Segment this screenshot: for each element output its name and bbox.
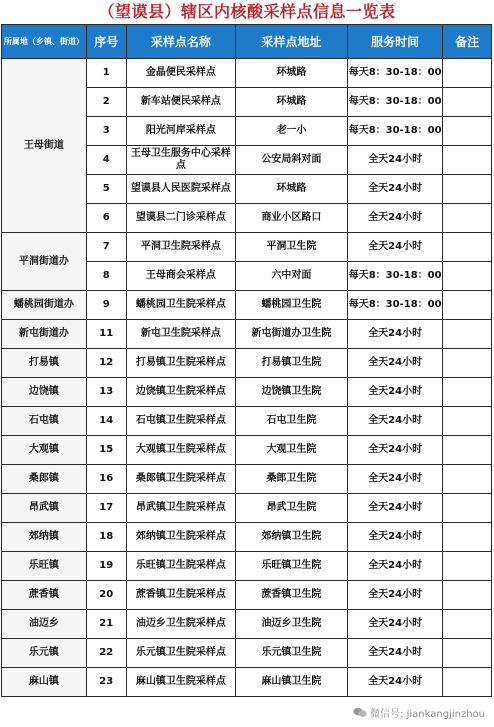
address-cell: 公安局斜对面 (235, 146, 347, 175)
address-cell: 大观卫生院 (235, 436, 347, 465)
hours-cell: 每天8：30-18：00 (348, 88, 443, 117)
address-cell: 边饶镇卫生院 (235, 378, 347, 407)
name-cell: 油迈乡卫生院采样点 (126, 610, 235, 639)
address-cell: 乐元镇卫生院 (235, 639, 347, 668)
hours-cell: 每天8：30-18：00 (348, 291, 443, 320)
address-cell: 商业小区路口 (235, 204, 347, 233)
header-row (2, 25, 492, 59)
seq-cell: 13 (86, 378, 126, 407)
note-cell (443, 523, 492, 552)
table-row (2, 494, 492, 523)
column-header-address: 采样点地址 (235, 25, 347, 59)
hours-cell: 全天24小时 (348, 581, 443, 610)
name-cell: 望谟县二门诊采样点 (126, 204, 235, 233)
name-cell: 新屯卫生院采样点 (126, 320, 235, 349)
name-cell: 阳光河岸采样点 (126, 117, 235, 146)
seq-cell: 9 (86, 291, 126, 320)
hours-cell: 全天24小时 (348, 320, 443, 349)
hours-cell: 每天8：30-18：00 (348, 262, 443, 291)
address-cell: 桑郎卫生院 (235, 465, 347, 494)
note-cell (443, 465, 492, 494)
hours-cell: 每天8：30-18：00 (348, 117, 443, 146)
district-cell: 新屯街道办 (2, 320, 87, 349)
address-cell: 平洞卫生院 (235, 233, 347, 262)
seq-cell: 18 (86, 523, 126, 552)
hours-cell: 全天24小时 (348, 610, 443, 639)
hours-cell: 全天24小时 (348, 668, 443, 697)
wechat-icon (353, 707, 367, 718)
hours-cell: 全天24小时 (348, 436, 443, 465)
hours-cell: 全天24小时 (348, 552, 443, 581)
district-cell: 蔗香镇 (2, 581, 87, 610)
note-cell (443, 262, 492, 291)
name-cell: 边饶镇卫生院采样点 (126, 378, 235, 407)
name-cell: 郊纳镇卫生院采样点 (126, 523, 235, 552)
table-row (2, 233, 492, 262)
seq-cell: 4 (86, 146, 126, 175)
note-cell (443, 349, 492, 378)
table-row (2, 465, 492, 494)
column-header-district: 所属地（乡镇、街道） (2, 25, 87, 59)
seq-cell: 12 (86, 349, 126, 378)
hours-cell: 全天24小时 (348, 378, 443, 407)
seq-cell: 22 (86, 639, 126, 668)
note-cell (443, 407, 492, 436)
hours-cell: 全天24小时 (348, 146, 443, 175)
name-cell: 新车站便民采样点 (126, 88, 235, 117)
seq-cell: 17 (86, 494, 126, 523)
district-cell: 乐元镇 (2, 639, 87, 668)
note-cell (443, 436, 492, 465)
district-cell: 油迈乡 (2, 610, 87, 639)
note-cell (443, 494, 492, 523)
table-row (2, 407, 492, 436)
table-row (2, 523, 492, 552)
seq-cell: 14 (86, 407, 126, 436)
seq-cell: 11 (86, 320, 126, 349)
district-cell: 桑郎镇 (2, 465, 87, 494)
table-row (2, 581, 492, 610)
address-cell: 环城路 (235, 59, 347, 88)
name-cell: 王母商会采样点 (126, 262, 235, 291)
note-cell (443, 175, 492, 204)
hours-cell: 全天24小时 (348, 233, 443, 262)
name-cell: 望谟县人民医院采样点 (126, 175, 235, 204)
address-cell: 新屯街道办卫生院 (235, 320, 347, 349)
table-row (2, 610, 492, 639)
seq-cell: 6 (86, 204, 126, 233)
name-cell: 蟠桃园卫生院采样点 (126, 291, 235, 320)
note-cell (443, 581, 492, 610)
note-cell (443, 146, 492, 175)
address-cell: 打易镇卫生院 (235, 349, 347, 378)
column-header-note: 备注 (443, 25, 492, 59)
table-row (2, 436, 492, 465)
name-cell: 王母卫生服务中心采样点 (126, 146, 235, 175)
table-row (2, 378, 492, 407)
seq-cell: 5 (86, 175, 126, 204)
address-cell: 麻山镇卫生院 (235, 668, 347, 697)
note-cell (443, 291, 492, 320)
seq-cell: 19 (86, 552, 126, 581)
name-cell: 石屯镇卫生院采样点 (126, 407, 235, 436)
district-cell: 昂武镇 (2, 494, 87, 523)
table-row (2, 59, 492, 88)
address-cell: 油迈乡卫生院 (235, 610, 347, 639)
name-cell: 蔗香镇卫生院采样点 (126, 581, 235, 610)
name-cell: 金晶便民采样点 (126, 59, 235, 88)
address-cell: 郊纳镇卫生院 (235, 523, 347, 552)
note-cell (443, 88, 492, 117)
hours-cell: 每天8：30-18：00 (348, 59, 443, 88)
note-cell (443, 639, 492, 668)
seq-cell: 7 (86, 233, 126, 262)
sampling-sites-table (1, 24, 492, 697)
table-row (2, 552, 492, 581)
address-cell: 蔗香镇卫生院 (235, 581, 347, 610)
district-cell: 平洞街道办 (2, 233, 87, 291)
district-cell: 蟠桃园街道办 (2, 291, 87, 320)
seq-cell: 20 (86, 581, 126, 610)
district-cell: 乐旺镇 (2, 552, 87, 581)
name-cell: 平洞卫生院采样点 (126, 233, 235, 262)
seq-cell: 16 (86, 465, 126, 494)
seq-cell: 1 (86, 59, 126, 88)
address-cell: 环城路 (235, 175, 347, 204)
seq-cell: 23 (86, 668, 126, 697)
hours-cell: 全天24小时 (348, 523, 443, 552)
name-cell: 打易镇卫生院采样点 (126, 349, 235, 378)
note-cell (443, 668, 492, 697)
table-row (2, 668, 492, 697)
note-cell (443, 204, 492, 233)
address-cell: 环城路 (235, 88, 347, 117)
note-cell (443, 117, 492, 146)
hours-cell: 全天24小时 (348, 639, 443, 668)
note-cell (443, 378, 492, 407)
table-row (2, 291, 492, 320)
column-header-seq: 序号 (86, 25, 126, 59)
table-row (2, 349, 492, 378)
address-cell: 蟠桃园卫生院 (235, 291, 347, 320)
note-cell (443, 552, 492, 581)
address-cell: 石屯卫生院 (235, 407, 347, 436)
name-cell: 昂武镇卫生院采样点 (126, 494, 235, 523)
district-cell: 大观镇 (2, 436, 87, 465)
note-cell (443, 610, 492, 639)
address-cell: 老一小 (235, 117, 347, 146)
hours-cell: 全天24小时 (348, 349, 443, 378)
watermark (350, 704, 488, 721)
hours-cell: 全天24小时 (348, 494, 443, 523)
district-cell: 郊纳镇 (2, 523, 87, 552)
address-cell: 乐旺镇卫生院 (235, 552, 347, 581)
district-cell: 麻山镇 (2, 668, 87, 697)
table-row (2, 639, 492, 668)
seq-cell: 2 (86, 88, 126, 117)
hours-cell: 全天24小时 (348, 175, 443, 204)
note-cell (443, 320, 492, 349)
district-cell: 打易镇 (2, 349, 87, 378)
district-cell: 石屯镇 (2, 407, 87, 436)
address-cell: 六中对面 (235, 262, 347, 291)
seq-cell: 3 (86, 117, 126, 146)
hours-cell: 全天24小时 (348, 407, 443, 436)
seq-cell: 15 (86, 436, 126, 465)
seq-cell: 8 (86, 262, 126, 291)
name-cell: 乐旺镇卫生院采样点 (126, 552, 235, 581)
note-cell (443, 233, 492, 262)
note-cell (443, 59, 492, 88)
column-header-name: 采样点名称 (126, 25, 235, 59)
seq-cell: 21 (86, 610, 126, 639)
district-cell: 边饶镇 (2, 378, 87, 407)
watermark-text: 微信号: jiankangjinzhou (370, 709, 485, 720)
hours-cell: 全天24小时 (348, 204, 443, 233)
name-cell: 麻山镇卫生院采样点 (126, 668, 235, 697)
page-title: （望谟县）辖区内核酸采样点信息一览表 (0, 0, 494, 24)
column-header-hours: 服务时间 (348, 25, 443, 59)
name-cell: 乐元镇卫生院采样点 (126, 639, 235, 668)
table-row (2, 320, 492, 349)
hours-cell: 全天24小时 (348, 465, 443, 494)
district-cell: 王母街道 (2, 59, 87, 233)
name-cell: 桑郎镇卫生院采样点 (126, 465, 235, 494)
name-cell: 大观镇卫生院采样点 (126, 436, 235, 465)
address-cell: 昂武卫生院 (235, 494, 347, 523)
